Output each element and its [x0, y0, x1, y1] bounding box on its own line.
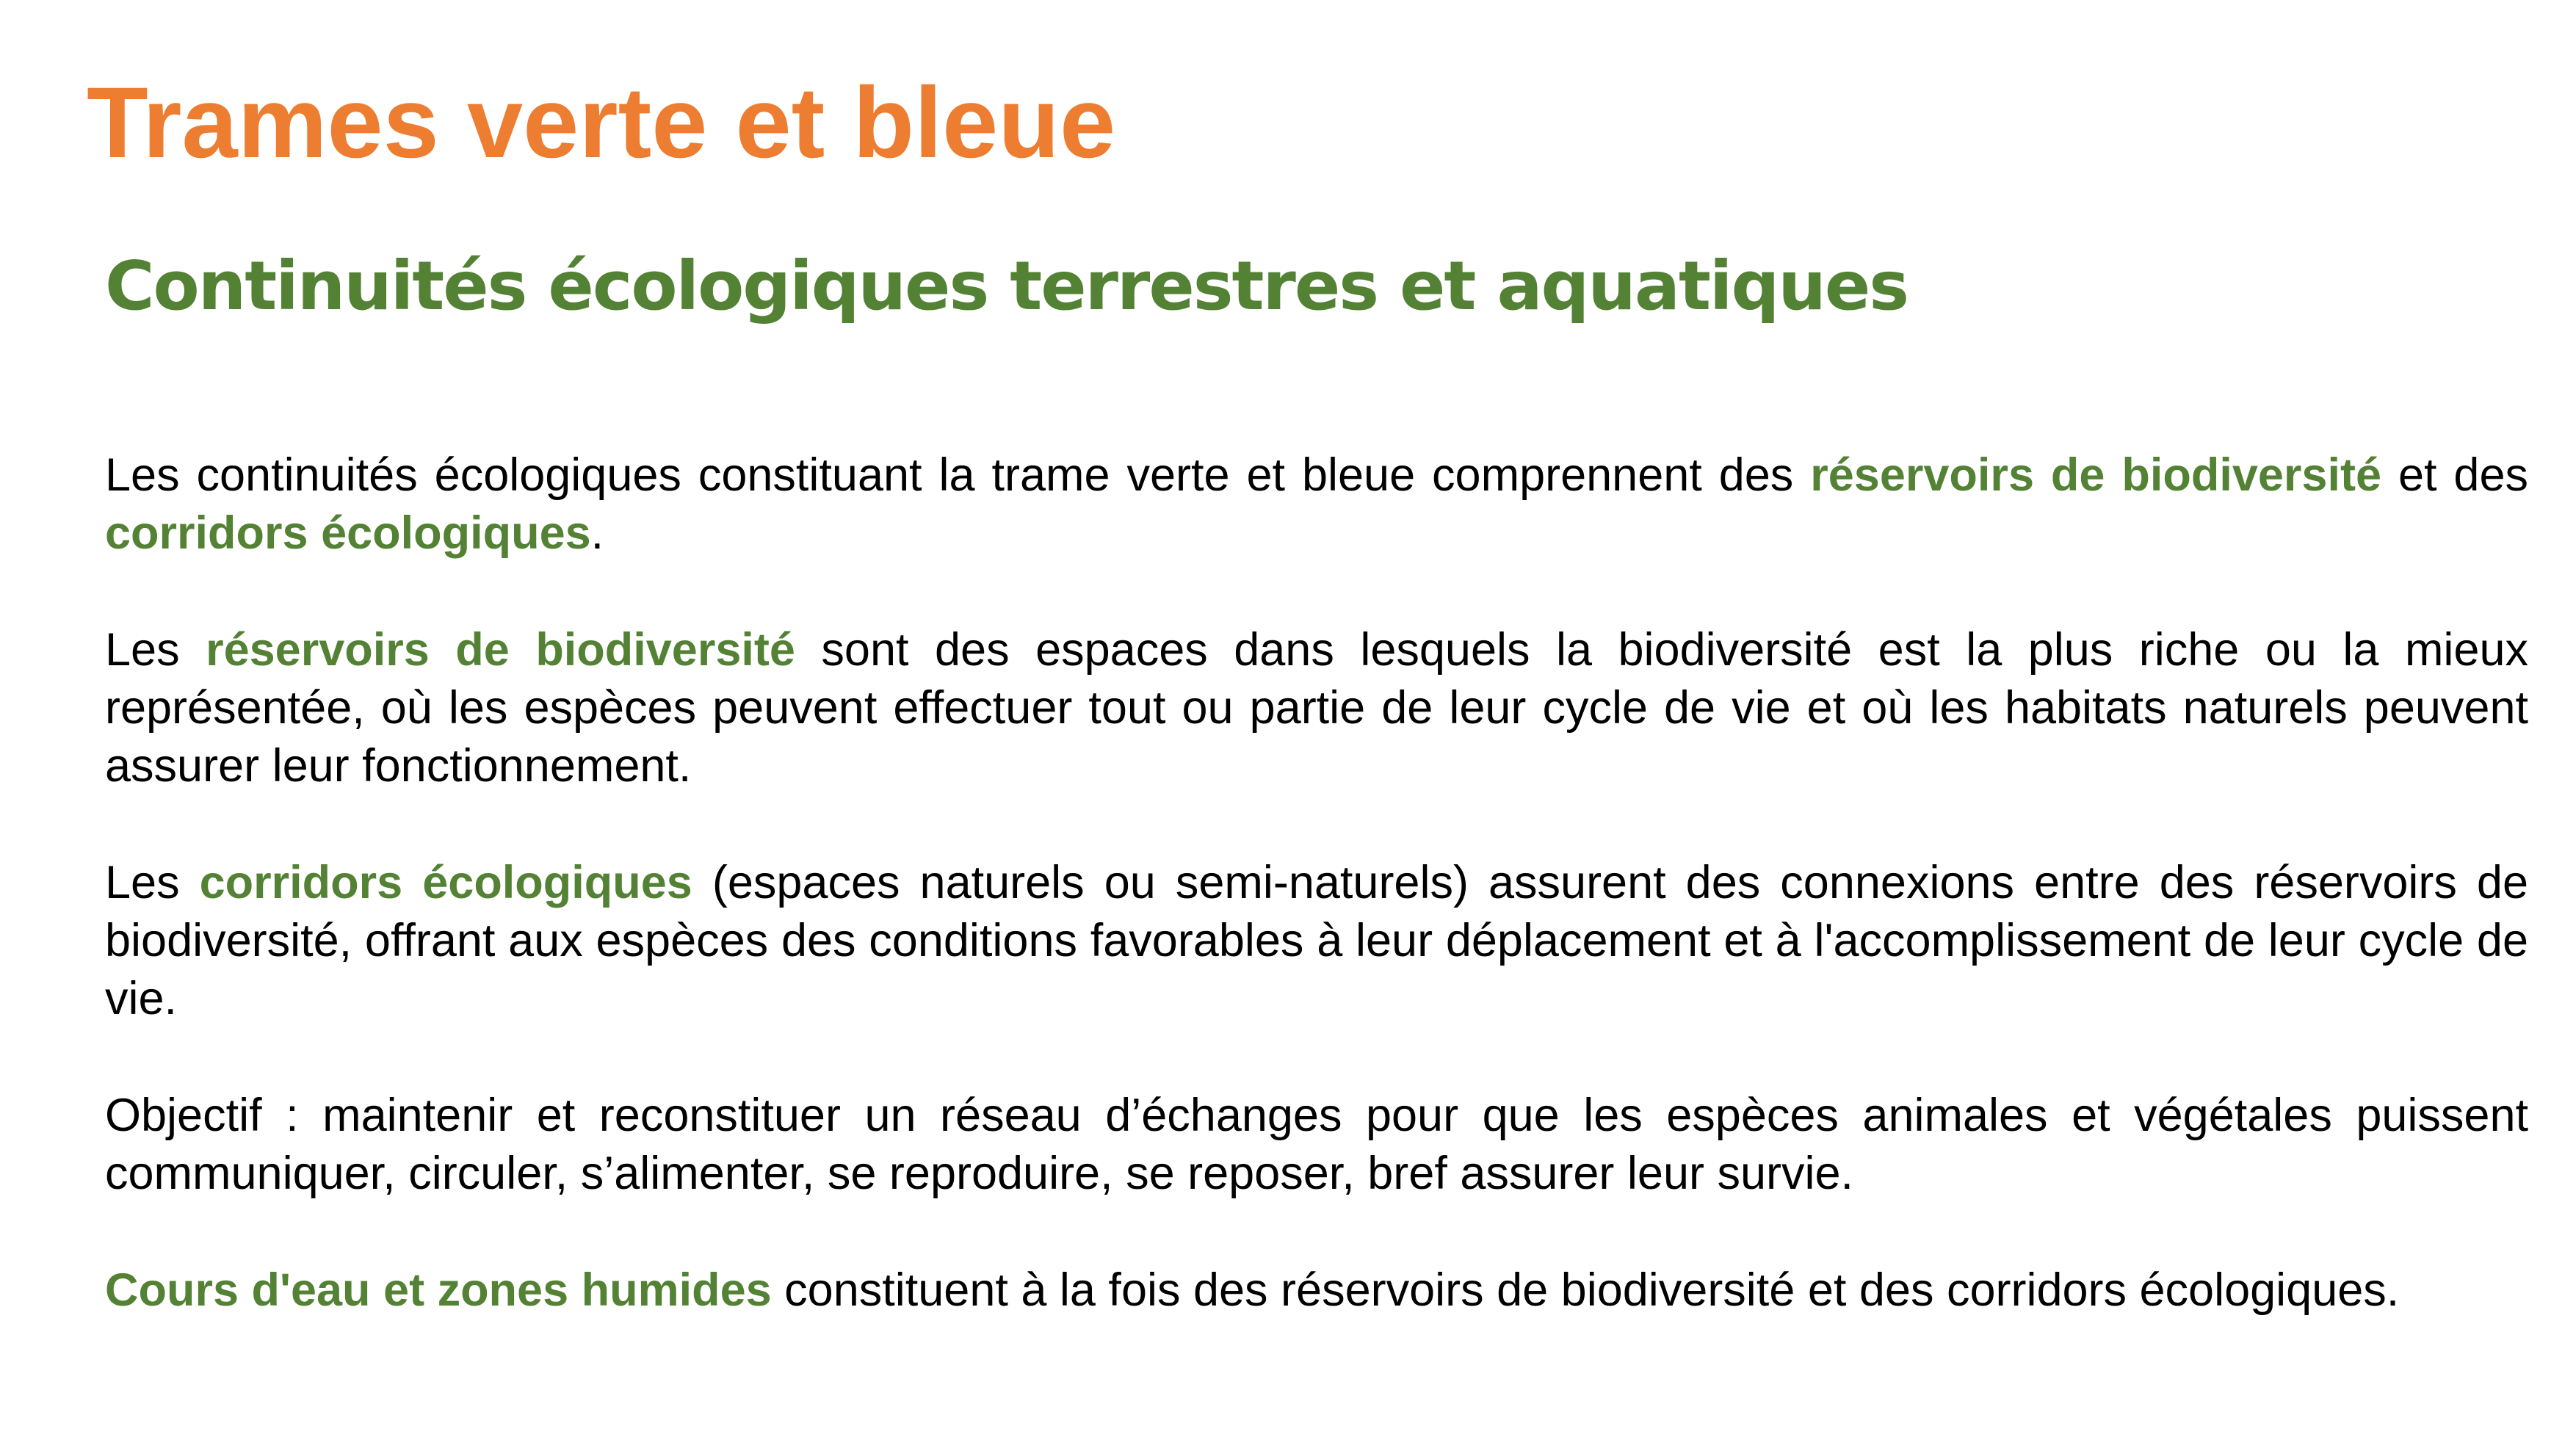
paragraph-text: (espaces naturels ou semi-naturels) assurent des connexions entre des réservoirs de biodiversité, offrant aux espèces des conditions favorables à leur déplacement et à l'accomplissement de leur cycle de vie. — [105, 857, 2528, 1024]
slide-body — [105, 446, 2528, 1378]
highlight-corridors: corridors écologiques — [105, 507, 591, 559]
paragraph-text: Les continuités écologiques constituant la trame verte et bleue comprennent des — [105, 449, 1811, 501]
highlight-corridors: corridors écologiques — [199, 857, 692, 908]
paragraph-text: et des — [2381, 449, 2529, 501]
paragraph-objectif — [105, 1087, 2528, 1203]
paragraph-text: constituent à la fois des réservoirs de biodiversité et des corridors écologiques. — [771, 1264, 2400, 1316]
paragraph-cours-d-eau — [105, 1261, 2528, 1320]
slide-title: Trames verte et bleue — [87, 67, 1116, 179]
paragraph-corridors — [105, 854, 2528, 1028]
slide-subtitle: Continuités écologiques terrestres et aquatiques — [105, 247, 1908, 325]
paragraph-text: Les — [105, 857, 200, 908]
paragraph-text: Objectif : maintenir et reconstituer un réseau d’échanges pour que les espèces animales et végétales puissent communiquer, circuler, s’alimenter, se reproduire, se reposer, bref assurer leur survie. — [105, 1090, 2528, 1199]
highlight-cours-d-eau: Cours d'eau et zones humides — [105, 1264, 772, 1316]
highlight-reservoirs: réservoirs de biodiversité — [206, 624, 795, 676]
paragraph-text: . — [590, 507, 604, 559]
paragraph-reservoirs — [105, 621, 2528, 795]
highlight-reservoirs: réservoirs de biodiversité — [1810, 449, 2381, 501]
paragraph-continuites — [105, 446, 2528, 562]
paragraph-text: Les — [105, 624, 206, 676]
paragraph-text: sont des espaces dans lesquels la biodiversité est la plus riche ou la mieux représentée, où les espèces peuvent effectuer tout ou partie de leur cycle de vie et où les habitats naturels peuvent assurer leur fonctionnement. — [105, 624, 2528, 792]
